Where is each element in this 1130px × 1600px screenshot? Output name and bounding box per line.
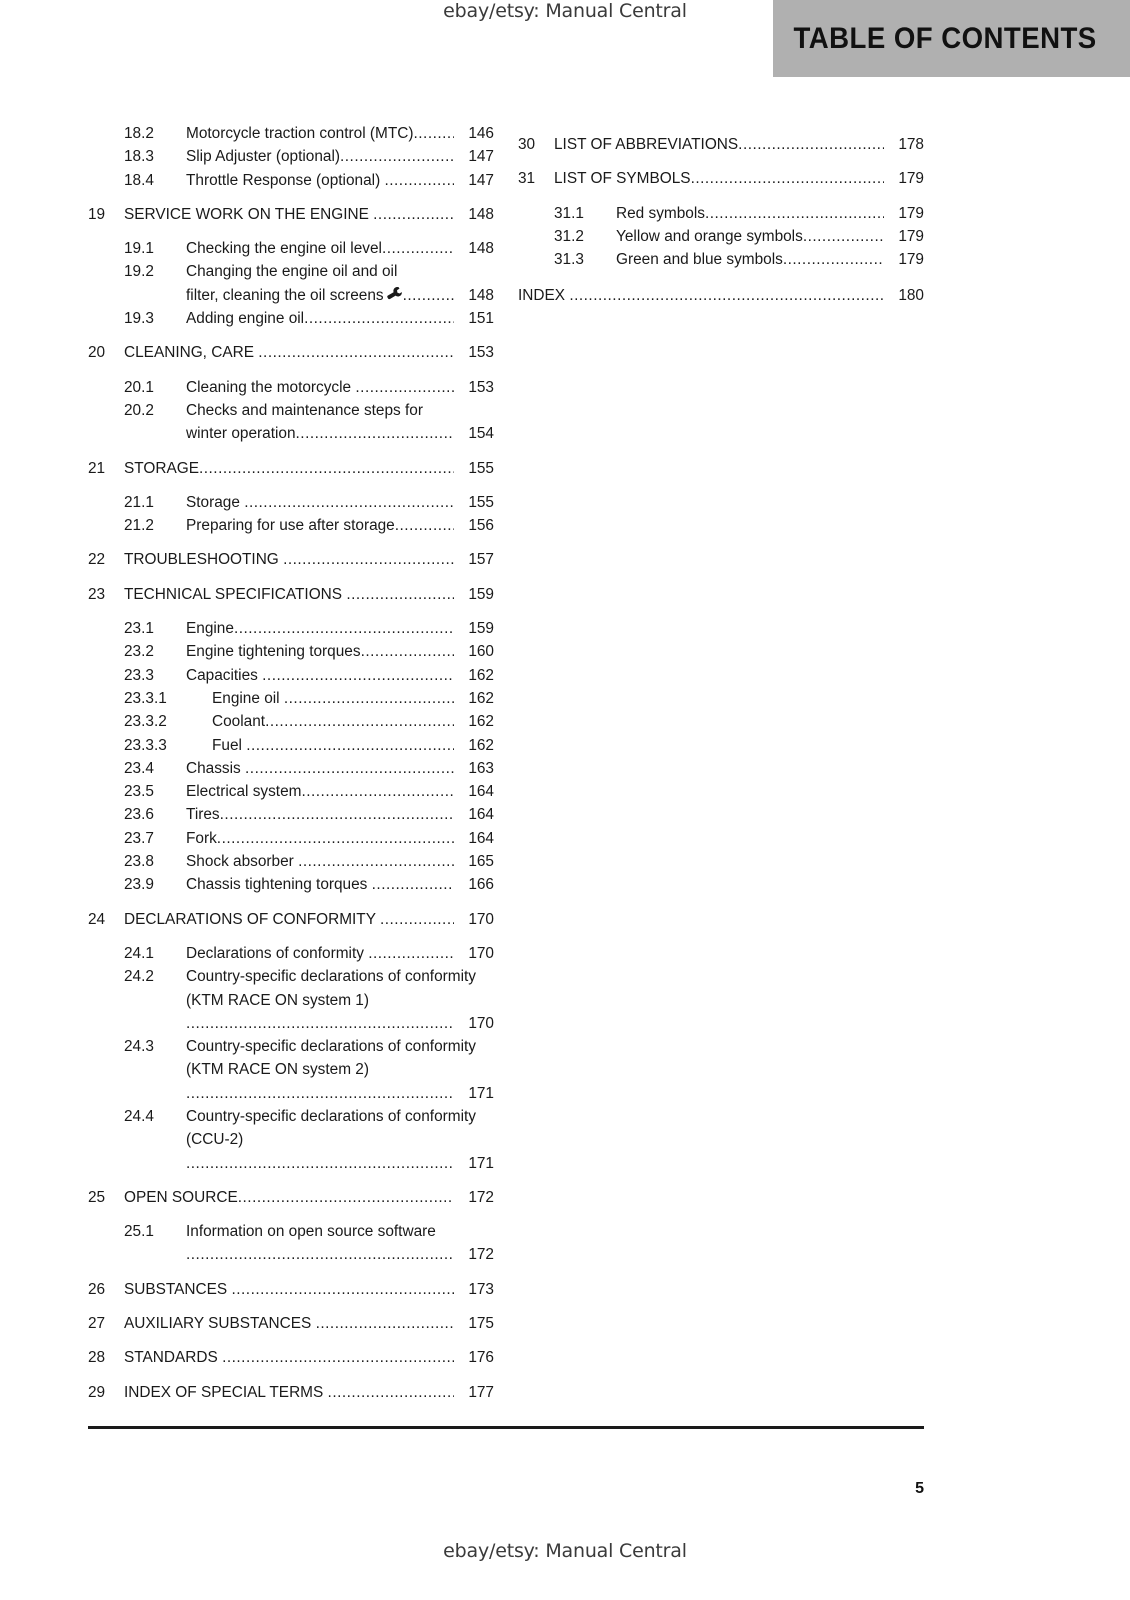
toc-leader-dots bbox=[262, 664, 454, 687]
header-band bbox=[773, 0, 1130, 77]
toc-entry-page: 175 bbox=[468, 1315, 494, 1333]
toc-entry-page: 146 bbox=[468, 125, 494, 142]
toc-entry-number: 23.7 bbox=[124, 829, 154, 847]
toc-entry-body bbox=[124, 1312, 494, 1335]
toc-entry-title: Preparing for use after storage bbox=[186, 517, 395, 535]
toc-entry-body bbox=[186, 617, 494, 640]
toc-entry-body bbox=[186, 399, 494, 446]
toc-entry-number: 24.4 bbox=[124, 1107, 154, 1125]
toc-leader-dots bbox=[691, 167, 884, 190]
toc-entry[interactable] bbox=[88, 514, 494, 537]
toc-entry-title: Country-specific declarations of conformity (KTM RACE ON system 2) bbox=[186, 1038, 476, 1079]
toc-entry-page: 153 bbox=[468, 378, 494, 396]
toc-entry[interactable] bbox=[88, 757, 494, 780]
toc-entry-page: 170 bbox=[468, 910, 494, 928]
toc-entry-page: 164 bbox=[468, 829, 494, 847]
toc-entry-title: Declarations of conformity bbox=[186, 944, 369, 962]
toc-entry-page: 148 bbox=[468, 205, 494, 223]
toc-entry-number: 18.3 bbox=[124, 148, 154, 166]
toc-leader-dots bbox=[316, 1312, 454, 1335]
toc-entry-number: 19.2 bbox=[124, 263, 154, 281]
toc-leader-dots bbox=[186, 1012, 454, 1035]
toc-entry-title: Red symbols bbox=[616, 204, 705, 222]
toc-entry-page: 155 bbox=[468, 493, 494, 511]
toc-entry-page: 147 bbox=[468, 148, 494, 166]
toc-entry-title: TROUBLESHOOTING bbox=[124, 551, 284, 569]
toc-entry-title: Capacities bbox=[186, 666, 263, 684]
toc-entry[interactable] bbox=[88, 617, 494, 640]
toc-entry[interactable] bbox=[88, 145, 494, 168]
toc-leader-dots bbox=[258, 341, 454, 364]
toc-entry-number: 23.4 bbox=[124, 759, 154, 777]
toc-entry[interactable] bbox=[88, 873, 494, 896]
toc-entry-title: Electrical system bbox=[186, 783, 302, 801]
toc-entry-body bbox=[186, 1220, 494, 1267]
toc-entry-body bbox=[186, 1105, 494, 1175]
toc-entry[interactable] bbox=[88, 169, 494, 192]
toc-entry-number: 18.2 bbox=[124, 125, 154, 142]
toc-entry-body bbox=[124, 1346, 494, 1369]
toc-leader-dots bbox=[705, 202, 884, 225]
toc-entry[interactable] bbox=[88, 965, 494, 1035]
toc-leader-dots bbox=[340, 145, 454, 168]
toc-entry-title: TECHNICAL SPECIFICATIONS bbox=[124, 585, 347, 603]
toc-entry[interactable] bbox=[88, 640, 494, 663]
toc-entry[interactable] bbox=[88, 1105, 494, 1175]
toc-entry-page: 179 bbox=[898, 204, 924, 222]
toc-leader-dots bbox=[361, 640, 454, 663]
toc-entry[interactable] bbox=[88, 942, 494, 965]
toc-entry-page: 162 bbox=[468, 736, 494, 754]
toc-entry-number: 21.2 bbox=[124, 517, 154, 535]
toc-entry-title: SUBSTANCES bbox=[124, 1280, 232, 1298]
toc-entry-title: Storage bbox=[186, 493, 245, 511]
toc-entry-title: Tires bbox=[186, 806, 220, 824]
toc-entry-page: 147 bbox=[468, 171, 494, 189]
toc-leader-dots bbox=[186, 1243, 454, 1266]
toc-entry-number: 23.8 bbox=[124, 853, 154, 871]
toc-entry-body bbox=[186, 376, 494, 399]
toc-entry-page: 179 bbox=[898, 227, 924, 245]
page-number: 5 bbox=[915, 1480, 924, 1497]
toc-entry-body bbox=[124, 341, 494, 364]
toc-entry-body bbox=[186, 640, 494, 663]
toc-entry[interactable] bbox=[518, 167, 924, 190]
toc-entry[interactable] bbox=[518, 133, 924, 156]
toc-entry-body bbox=[518, 284, 924, 307]
toc-entry-number: 22 bbox=[88, 551, 106, 569]
watermark-bottom: ebay/etsy: Manual Central bbox=[443, 1540, 687, 1562]
toc-entry-body bbox=[616, 202, 924, 225]
toc-entry-title: DECLARATIONS OF CONFORMITY bbox=[124, 910, 380, 928]
toc-entry-page: 173 bbox=[468, 1280, 494, 1298]
toc-entry-number: 21 bbox=[88, 459, 106, 477]
toc-entry-title: LIST OF SYMBOLS bbox=[554, 170, 691, 188]
toc-leader-dots bbox=[301, 780, 454, 803]
toc-entry-number: 23.2 bbox=[124, 643, 154, 661]
toc-entry-title: Checks and maintenance steps for bbox=[186, 401, 423, 419]
toc-entry[interactable] bbox=[88, 780, 494, 803]
toc-entry[interactable] bbox=[518, 284, 924, 307]
toc-entry-page: 162 bbox=[468, 713, 494, 731]
toc-entry-body bbox=[212, 710, 494, 733]
toc-leader-dots bbox=[372, 873, 454, 896]
toc-entry-body bbox=[124, 583, 494, 606]
toc-entry-page: 176 bbox=[468, 1349, 494, 1367]
toc-entry-title: Chassis bbox=[186, 759, 246, 777]
toc-entry-number: 20.2 bbox=[124, 401, 154, 419]
toc-entry-page: 164 bbox=[468, 783, 494, 801]
toc-entry-body bbox=[124, 203, 494, 226]
toc-entry-body bbox=[124, 908, 494, 931]
toc-entry-body bbox=[186, 122, 494, 145]
toc-entry-number: 31 bbox=[518, 170, 536, 188]
toc-entry-number: 24.2 bbox=[124, 968, 154, 986]
toc-entry-title: OPEN SOURCE bbox=[124, 1188, 238, 1206]
toc-entry-body bbox=[616, 225, 924, 248]
watermark-top: ebay/etsy: Manual Central bbox=[443, 0, 687, 22]
toc-entry-body bbox=[186, 169, 494, 192]
toc-entry[interactable] bbox=[88, 237, 494, 260]
toc-entry-body bbox=[186, 757, 494, 780]
toc-column-left bbox=[88, 122, 494, 1415]
toc-entry-number: 20 bbox=[88, 344, 106, 362]
wrench-icon bbox=[387, 284, 402, 297]
toc-entry-page: 179 bbox=[898, 170, 924, 188]
toc-entry-body bbox=[124, 1381, 494, 1404]
toc-entry[interactable] bbox=[88, 203, 494, 226]
toc-entry-number: 20.1 bbox=[124, 378, 154, 396]
toc-entry-number: 24 bbox=[88, 910, 106, 928]
toc-entry[interactable] bbox=[88, 1381, 494, 1404]
toc-entry-body bbox=[554, 133, 924, 156]
toc-entry-body bbox=[186, 260, 494, 307]
toc-entry-title: Green and blue symbols bbox=[616, 251, 783, 269]
toc-leader-dots bbox=[244, 491, 454, 514]
toc-entry-page: 159 bbox=[468, 585, 494, 603]
toc-entry[interactable] bbox=[88, 687, 494, 710]
toc-entry-page: 177 bbox=[468, 1383, 494, 1401]
toc-entry-title: Country-specific declarations of conformity (KTM RACE ON system 1) bbox=[186, 968, 476, 1009]
toc-entry-page: 160 bbox=[468, 643, 494, 661]
toc-entry-body bbox=[124, 457, 494, 480]
toc-leader-dots bbox=[220, 803, 454, 826]
toc-entry-title: Engine oil bbox=[212, 689, 284, 707]
toc-entry-body bbox=[186, 850, 494, 873]
toc-entry-title: INDEX bbox=[518, 287, 570, 305]
toc-entry[interactable] bbox=[88, 710, 494, 733]
toc-leader-dots bbox=[380, 908, 454, 931]
toc-entry-number: 23.3.3 bbox=[124, 736, 167, 754]
toc-entry-number: 25.1 bbox=[124, 1223, 154, 1241]
toc-entry-body bbox=[124, 548, 494, 571]
toc-entry-title-line2: filter, cleaning the oil screens bbox=[186, 286, 384, 304]
toc-leader-dots bbox=[346, 583, 454, 606]
toc-entry-body bbox=[616, 248, 924, 271]
toc-entry[interactable] bbox=[88, 734, 494, 757]
toc-entry[interactable] bbox=[88, 664, 494, 687]
toc-entry-number: 23.5 bbox=[124, 783, 154, 801]
toc-entry-body bbox=[186, 307, 494, 330]
toc-entry[interactable] bbox=[88, 908, 494, 931]
toc-leader-dots bbox=[186, 1082, 454, 1105]
toc-entry-page: 171 bbox=[468, 1154, 494, 1172]
toc-entry-number: 23 bbox=[88, 585, 106, 603]
toc-entry-number: 25 bbox=[88, 1188, 106, 1206]
toc-entry-page: 148 bbox=[468, 286, 494, 304]
toc-leader-dots bbox=[234, 617, 454, 640]
toc-entry-title: Country-specific declarations of conformity (CCU-2) bbox=[186, 1107, 476, 1149]
toc-entry-number: 31.1 bbox=[554, 204, 584, 222]
toc-entry-number: 23.1 bbox=[124, 620, 154, 638]
toc-leader-dots bbox=[238, 1186, 454, 1209]
toc-entry-number: 19.3 bbox=[124, 310, 154, 328]
toc-entry-title: Changing the engine oil and oil bbox=[186, 263, 398, 281]
toc-entry[interactable] bbox=[88, 399, 494, 446]
toc-entry-page: 162 bbox=[468, 666, 494, 684]
toc-entry-page: 171 bbox=[468, 1084, 494, 1102]
toc-leader-dots bbox=[246, 734, 454, 757]
toc-entry-page: 163 bbox=[468, 759, 494, 777]
toc-leader-dots bbox=[304, 307, 454, 330]
toc-entry-number: 31.3 bbox=[554, 251, 584, 269]
toc-entry-title: Adding engine oil bbox=[186, 310, 305, 328]
toc-entry[interactable] bbox=[88, 307, 494, 330]
toc-entry-page: 164 bbox=[468, 806, 494, 824]
toc-entry-number: 23.3 bbox=[124, 666, 154, 684]
toc-entry-page: 172 bbox=[468, 1188, 494, 1206]
toc-entry-body bbox=[186, 780, 494, 803]
toc-entry[interactable] bbox=[88, 457, 494, 480]
toc-entry-number: 27 bbox=[88, 1315, 106, 1333]
toc-entry-number: 23.6 bbox=[124, 806, 154, 824]
toc-leader-dots bbox=[245, 757, 454, 780]
toc-entry[interactable] bbox=[88, 376, 494, 399]
toc-entry-body bbox=[186, 873, 494, 896]
toc-entry[interactable] bbox=[88, 1278, 494, 1301]
toc-entry-body bbox=[186, 965, 494, 1035]
toc-entry-page: 153 bbox=[468, 344, 494, 362]
toc-entry-number: 30 bbox=[518, 136, 536, 153]
toc-entry-body bbox=[124, 1278, 494, 1301]
toc-entry-body bbox=[212, 734, 494, 757]
toc-entry-title: Engine tightening torques bbox=[186, 643, 361, 661]
toc-leader-dots bbox=[222, 1346, 454, 1369]
toc-entry-body bbox=[186, 1035, 494, 1105]
toc-entry-body bbox=[186, 145, 494, 168]
toc-entry-number: 26 bbox=[88, 1280, 106, 1298]
toc-leader-dots bbox=[355, 376, 454, 399]
toc-entry-page: 170 bbox=[468, 1014, 494, 1032]
toc-entry-body bbox=[186, 827, 494, 850]
toc-entry-title: Fork bbox=[186, 829, 217, 847]
toc-entry-page: 157 bbox=[468, 551, 494, 569]
toc-entry-number: 23.9 bbox=[124, 876, 154, 894]
toc-entry-page: 154 bbox=[468, 425, 494, 443]
toc-entry[interactable] bbox=[88, 803, 494, 826]
toc-entry-title: CLEANING, CARE bbox=[124, 344, 259, 362]
toc-leader-dots bbox=[569, 284, 884, 307]
toc-entry-title: Engine bbox=[186, 620, 234, 638]
toc-leader-dots bbox=[284, 687, 454, 710]
toc-entry-title: Coolant bbox=[212, 713, 266, 731]
toc-entry-title: AUXILIARY SUBSTANCES bbox=[124, 1315, 316, 1333]
toc-entry-number: 23.3.2 bbox=[124, 713, 167, 731]
toc-entry-number: 24.1 bbox=[124, 944, 154, 962]
toc-entry[interactable] bbox=[88, 548, 494, 571]
toc-leader-dots bbox=[298, 850, 454, 873]
toc-entry-page: 151 bbox=[468, 310, 494, 328]
toc-entry-title: Yellow and orange symbols bbox=[616, 227, 803, 245]
toc-entry-body bbox=[186, 491, 494, 514]
toc-entry[interactable] bbox=[88, 1186, 494, 1209]
toc-leader-dots bbox=[803, 225, 884, 248]
toc-entry-page: 178 bbox=[898, 136, 924, 153]
footer-divider bbox=[88, 1426, 924, 1429]
toc-entry-number: 19 bbox=[88, 205, 106, 223]
toc-entry-page: 162 bbox=[468, 689, 494, 707]
toc-entry-body bbox=[186, 803, 494, 826]
toc-entry-title: SERVICE WORK ON THE ENGINE bbox=[124, 205, 374, 223]
toc-entry-page: 172 bbox=[468, 1246, 494, 1264]
toc-entry-page: 165 bbox=[468, 853, 494, 871]
toc-leader-dots bbox=[199, 457, 454, 480]
toc-entry-number: 24.3 bbox=[124, 1038, 154, 1056]
toc-entry[interactable] bbox=[88, 341, 494, 364]
toc-entry-page: 156 bbox=[468, 517, 494, 535]
toc-leader-dots bbox=[283, 548, 454, 571]
toc-leader-dots bbox=[382, 237, 454, 260]
toc-entry-body bbox=[554, 167, 924, 190]
toc-entry[interactable] bbox=[518, 248, 924, 271]
toc-entry-page: 170 bbox=[468, 944, 494, 962]
toc-entry-title: Slip Adjuster (optional) bbox=[186, 148, 340, 166]
page-title: TABLE OF CONTENTS bbox=[793, 21, 1097, 55]
toc-entry-page: 180 bbox=[898, 287, 924, 305]
toc-entry[interactable] bbox=[88, 491, 494, 514]
toc-entry[interactable] bbox=[518, 202, 924, 225]
toc-entry-title: Fuel bbox=[212, 736, 247, 754]
toc-entry-body bbox=[186, 942, 494, 965]
toc-entry-title: Throttle Response (optional) bbox=[186, 171, 385, 189]
toc-entry-body bbox=[186, 664, 494, 687]
toc-entry-page: 148 bbox=[468, 240, 494, 258]
toc-entry-title: LIST OF ABBREVIATIONS bbox=[554, 136, 739, 153]
toc-entry-body bbox=[124, 1186, 494, 1209]
toc-leader-dots bbox=[414, 122, 455, 145]
toc-leader-dots bbox=[373, 203, 454, 226]
toc-entry[interactable] bbox=[88, 1346, 494, 1369]
toc-entry-title: STANDARDS bbox=[124, 1349, 223, 1367]
toc-entry-title: Shock absorber bbox=[186, 853, 299, 871]
toc-entry[interactable] bbox=[88, 1035, 494, 1105]
toc-leader-dots bbox=[186, 1152, 454, 1175]
toc-entry-number: 19.1 bbox=[124, 240, 154, 258]
toc-entry-title: Chassis tightening torques bbox=[186, 876, 372, 894]
toc-entry[interactable] bbox=[88, 583, 494, 606]
toc-entry-number: 23.3.1 bbox=[124, 689, 167, 707]
toc-entry-title: STORAGE bbox=[124, 459, 199, 477]
toc-entry-body bbox=[186, 514, 494, 537]
toc-entry-number: 28 bbox=[88, 1349, 106, 1367]
toc-entry-page: 159 bbox=[468, 620, 494, 638]
toc-entry-title: Motorcycle traction control (MTC) bbox=[186, 125, 414, 142]
toc-entry-number: 18.4 bbox=[124, 171, 154, 189]
toc-entry[interactable] bbox=[88, 1220, 494, 1267]
toc-entry[interactable] bbox=[88, 260, 494, 307]
toc-leader-dots bbox=[403, 284, 454, 307]
toc-entry-page: 166 bbox=[468, 876, 494, 894]
toc-entry-title: INDEX OF SPECIAL TERMS bbox=[124, 1383, 328, 1401]
toc-entry-body bbox=[212, 687, 494, 710]
toc-leader-dots bbox=[368, 942, 454, 965]
toc-leader-dots bbox=[296, 422, 454, 445]
toc-leader-dots bbox=[738, 133, 884, 156]
toc-entry-number: 29 bbox=[88, 1383, 106, 1401]
toc-entry[interactable] bbox=[88, 122, 494, 145]
toc-entry[interactable] bbox=[518, 225, 924, 248]
toc-entry[interactable] bbox=[88, 1312, 494, 1335]
toc-entry-page: 179 bbox=[898, 251, 924, 269]
toc-entry-number: 21.1 bbox=[124, 493, 154, 511]
toc-entry[interactable] bbox=[88, 850, 494, 873]
toc-leader-dots bbox=[328, 1381, 454, 1404]
toc-leader-dots bbox=[384, 169, 454, 192]
toc-entry-title-line2: winter operation bbox=[186, 425, 296, 443]
toc-entry-title: Cleaning the motorcycle bbox=[186, 378, 356, 396]
toc-entry-number: 31.2 bbox=[554, 227, 584, 245]
toc-leader-dots bbox=[217, 827, 454, 850]
toc-entry-body bbox=[186, 237, 494, 260]
toc-entry-page: 155 bbox=[468, 459, 494, 477]
toc-leader-dots bbox=[265, 710, 454, 733]
toc-entry[interactable] bbox=[88, 827, 494, 850]
toc-leader-dots bbox=[231, 1278, 454, 1301]
toc-entry-title: Information on open source software bbox=[186, 1223, 436, 1241]
toc-entry-title: Checking the engine oil level bbox=[186, 240, 382, 258]
toc-leader-dots bbox=[395, 514, 454, 537]
toc-leader-dots bbox=[783, 248, 884, 271]
toc-column-right bbox=[518, 122, 924, 319]
